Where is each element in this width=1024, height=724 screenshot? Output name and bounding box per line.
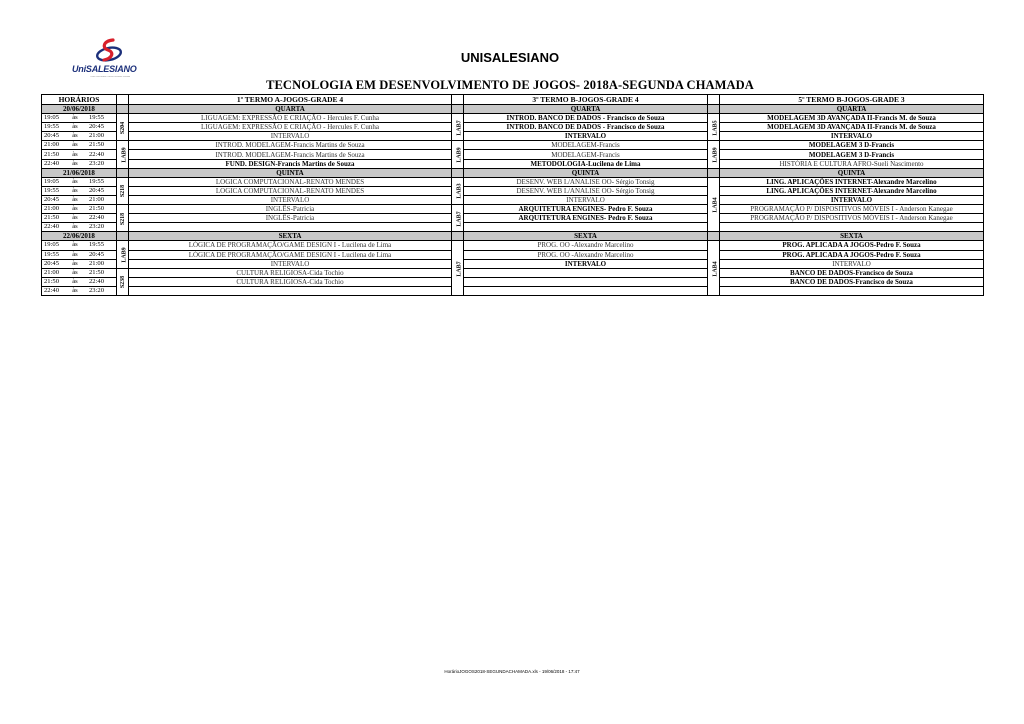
header-term-1: 1º TERMO A-JOGOS-GRADE 4 xyxy=(129,95,452,105)
footer-filename: HorárioJOGOS2018-SEGUNDACHAMADA.xls - 19/06/2018 - 17:47 xyxy=(444,669,580,674)
header-room-spacer xyxy=(117,95,129,105)
table-row xyxy=(42,132,984,141)
class-cell: PROG. APLICADA A JOGOS-Pedro F. Souza xyxy=(720,241,984,250)
day-header-row xyxy=(42,168,984,177)
room-label: LAB7 xyxy=(452,241,464,296)
schedule-table xyxy=(41,94,984,296)
course-title: TECNOLOGIA EM DESENVOLVIMENTO DE JOGOS- 2018A-SEGUNDA CHAMADA xyxy=(266,78,754,92)
time-slot: 19:05 às 19:55 xyxy=(42,241,117,250)
room-spacer xyxy=(452,105,464,114)
class-cell: HISTÓRIA E CULTURA AFRO-Sueli Nascimento xyxy=(720,159,984,168)
time-slot: 22:40 às 23:20 xyxy=(42,286,117,295)
table-row xyxy=(42,268,984,277)
logo-name: UniSALESIANO xyxy=(72,64,137,74)
break-cell: INTERVALO xyxy=(464,195,708,204)
time-slot: 19:05 às 19:55 xyxy=(42,114,117,123)
class-cell: INTROD. BANCO DE DADOS - Francisco de Souza xyxy=(464,114,708,123)
class-cell: INTROD. MODELAGEM-Francis Martins de Souza xyxy=(129,141,452,150)
day-weekday: QUINTA xyxy=(464,168,708,177)
table-row xyxy=(42,195,984,204)
time-slot: 19:55 às 20:45 xyxy=(42,186,117,195)
time-slot: 19:55 às 20:45 xyxy=(42,250,117,259)
institution-title: UNISALESIANO xyxy=(460,50,560,65)
room-label: LAB7 xyxy=(452,205,464,232)
break-cell: INTERVALO xyxy=(464,132,708,141)
class-cell: BANCO DE DADOS-Francisco de Souza xyxy=(720,277,984,286)
time-slot: 19:55 às 20:45 xyxy=(42,123,117,132)
class-cell xyxy=(464,268,708,277)
class-cell xyxy=(464,223,708,232)
room-spacer xyxy=(117,168,129,177)
table-row xyxy=(42,250,984,259)
room-label: LAB4 xyxy=(708,241,720,296)
class-cell: PROG. OO -Alexandre Marcelino xyxy=(464,250,708,259)
room-spacer xyxy=(117,105,129,114)
day-weekday: SEXTA xyxy=(129,232,452,241)
header-room-spacer xyxy=(452,95,464,105)
class-cell xyxy=(129,223,452,232)
class-cell xyxy=(464,277,708,286)
class-cell: PROGRAMAÇÃO P/ DISPOSITIVOS MÓVEIS I - Anderson Kanegae xyxy=(720,205,984,214)
class-cell: CULTURA RELIGIOSA-Cida Tochio xyxy=(129,277,452,286)
table-row xyxy=(42,205,984,214)
class-cell: FUND. DESIGN-Francis Martins de Souza xyxy=(129,159,452,168)
class-cell: ARQUITETURA ENGINES- Pedro F. Souza xyxy=(464,205,708,214)
class-cell: DESENV. WEB I./ANALISE OO- Sérgio Tonsig xyxy=(464,186,708,195)
time-slot: 20:45 às 21:00 xyxy=(42,132,117,141)
table-row xyxy=(42,259,984,268)
class-cell: MODELAGEM 3 D-Francis xyxy=(720,141,984,150)
table-row xyxy=(42,123,984,132)
break-cell: INTERVALO xyxy=(720,132,984,141)
time-slot: 20:45 às 21:00 xyxy=(42,195,117,204)
table-row xyxy=(42,114,984,123)
table-row xyxy=(42,241,984,250)
class-cell: MODELAGEM 3D AVANÇADA II-Francis M. de Souza xyxy=(720,114,984,123)
class-cell: PROG. OO -Alexandre Marcelino xyxy=(464,241,708,250)
table-row xyxy=(42,286,984,295)
time-slot: 19:05 às 19:55 xyxy=(42,177,117,186)
class-cell: LING. APLICAÇÕES INTERNET-Alexandre Marcelino xyxy=(720,177,984,186)
unisalesiano-logo xyxy=(66,38,156,84)
room-label: S238 xyxy=(117,268,129,295)
table-row xyxy=(42,141,984,150)
break-cell: INTERVALO xyxy=(464,259,708,268)
room-label: LAB9 xyxy=(708,141,720,168)
day-weekday: QUINTA xyxy=(720,168,984,177)
room-label: LAB9 xyxy=(117,241,129,268)
class-cell: LIGUAGEM: EXPRESSÃO E CRIAÇÃO - Hercules F. Cunha xyxy=(129,114,452,123)
class-cell: INGLÊS-Patricia xyxy=(129,214,452,223)
time-slot: 21:00 às 21:50 xyxy=(42,141,117,150)
room-label: S218 xyxy=(117,177,129,204)
room-spacer xyxy=(117,232,129,241)
class-cell: LING. APLICAÇÕES INTERNET-Alexandre Marcelino xyxy=(720,186,984,195)
class-cell xyxy=(464,286,708,295)
room-spacer xyxy=(708,105,720,114)
table-row xyxy=(42,159,984,168)
room-label: S204 xyxy=(117,114,129,141)
day-weekday: SEXTA xyxy=(464,232,708,241)
room-spacer xyxy=(708,168,720,177)
room-label: LAB9 xyxy=(117,141,129,168)
class-cell: INTROD. MODELAGEM-Francis Martins de Souza xyxy=(129,150,452,159)
class-cell: LOGICA COMPUTACIONAL-RENATO MENDES xyxy=(129,186,452,195)
time-slot: 21:00 às 21:50 xyxy=(42,268,117,277)
time-slot: 20:45 às 21:00 xyxy=(42,259,117,268)
room-label: LAB7 xyxy=(452,114,464,141)
day-header-row xyxy=(42,232,984,241)
break-cell: INTERVALO xyxy=(129,132,452,141)
day-weekday: QUARTA xyxy=(129,105,452,114)
break-cell: INTERVALO xyxy=(129,259,452,268)
class-cell: LIGUAGEM: EXPRESSÃO E CRIAÇÃO - Hercules F. Cunha xyxy=(129,123,452,132)
day-date: 20/06/2018 xyxy=(42,105,117,114)
day-weekday: SEXTA xyxy=(720,232,984,241)
room-label: LAB3 xyxy=(452,177,464,204)
break-cell: INTERVALO xyxy=(720,259,984,268)
break-cell: INTERVALO xyxy=(720,195,984,204)
table-row xyxy=(42,177,984,186)
class-cell: MODELAGEM-Francis xyxy=(464,150,708,159)
table-row xyxy=(42,150,984,159)
class-cell: LÓGICA DE PROGRAMAÇÃO/GAME DESIGN I - Lucilena de Lima xyxy=(129,241,452,250)
logo-tagline: Centro Universitário Católico Salesiano Auxilium xyxy=(90,76,130,78)
table-row xyxy=(42,277,984,286)
class-cell: METODOLOGIA-Lucilena de Lima xyxy=(464,159,708,168)
class-cell: LOGICA COMPUTACIONAL-RENATO MENDES xyxy=(129,177,452,186)
time-slot: 21:00 às 21:50 xyxy=(42,205,117,214)
class-cell: MODELAGEM-Francis xyxy=(464,141,708,150)
room-spacer xyxy=(452,232,464,241)
day-header-row xyxy=(42,105,984,114)
class-cell xyxy=(720,223,984,232)
class-cell: INGLÊS-Patricia xyxy=(129,205,452,214)
room-label: LAB4 xyxy=(708,177,720,232)
table-row xyxy=(42,223,984,232)
time-slot: 22:40 às 23:20 xyxy=(42,159,117,168)
time-slot: 21:50 às 22:40 xyxy=(42,277,117,286)
class-cell: ARQUITETURA ENGINES- Pedro F. Souza xyxy=(464,214,708,223)
room-spacer xyxy=(452,168,464,177)
room-label: LAB5 xyxy=(708,114,720,141)
room-label: LAB9 xyxy=(452,141,464,168)
class-cell: CULTURA RELIGIOSA-Cida Tochio xyxy=(129,268,452,277)
header-room-spacer xyxy=(708,95,720,105)
class-cell: INTROD. BANCO DE DADOS - Francisco de Souza xyxy=(464,123,708,132)
class-cell: PROGRAMAÇÃO P/ DISPOSITIVOS MÓVEIS I - Anderson Kanegae xyxy=(720,214,984,223)
day-weekday: QUARTA xyxy=(464,105,708,114)
class-cell xyxy=(129,286,452,295)
header-term-5: 5º TERMO B-JOGOS-GRADE 3 xyxy=(720,95,984,105)
header-term-3: 3º TERMO B-JOGOS-GRADE 4 xyxy=(464,95,708,105)
class-cell: LÓGICA DE PROGRAMAÇÃO/GAME DESIGN I - Lucilena de Lima xyxy=(129,250,452,259)
room-label: S218 xyxy=(117,205,129,232)
day-weekday: QUARTA xyxy=(720,105,984,114)
day-weekday: QUINTA xyxy=(129,168,452,177)
room-spacer xyxy=(708,232,720,241)
logo-swirl-icon xyxy=(94,38,124,66)
class-cell: BANCO DE DADOS-Francisco de Souza xyxy=(720,268,984,277)
class-cell: DESENV. WEB I./ANALISE OO- Sérgio Tonsig xyxy=(464,177,708,186)
class-cell: MODELAGEM 3D AVANÇADA II-Francis M. de Souza xyxy=(720,123,984,132)
day-date: 22/06/2018 xyxy=(42,232,117,241)
table-row xyxy=(42,214,984,223)
class-cell: PROG. APLICADA A JOGOS-Pedro F. Souza xyxy=(720,250,984,259)
class-cell xyxy=(720,286,984,295)
header-row xyxy=(42,95,984,105)
header-times: HORÁRIOS xyxy=(42,95,117,105)
time-slot: 21:50 às 22:40 xyxy=(42,214,117,223)
break-cell: INTERVALO xyxy=(129,195,452,204)
time-slot: 22:40 às 23:20 xyxy=(42,223,117,232)
time-slot: 21:50 às 22:40 xyxy=(42,150,117,159)
class-cell: MODELAGEM 3 D-Francis xyxy=(720,150,984,159)
day-date: 21/06/2018 xyxy=(42,168,117,177)
table-row xyxy=(42,186,984,195)
